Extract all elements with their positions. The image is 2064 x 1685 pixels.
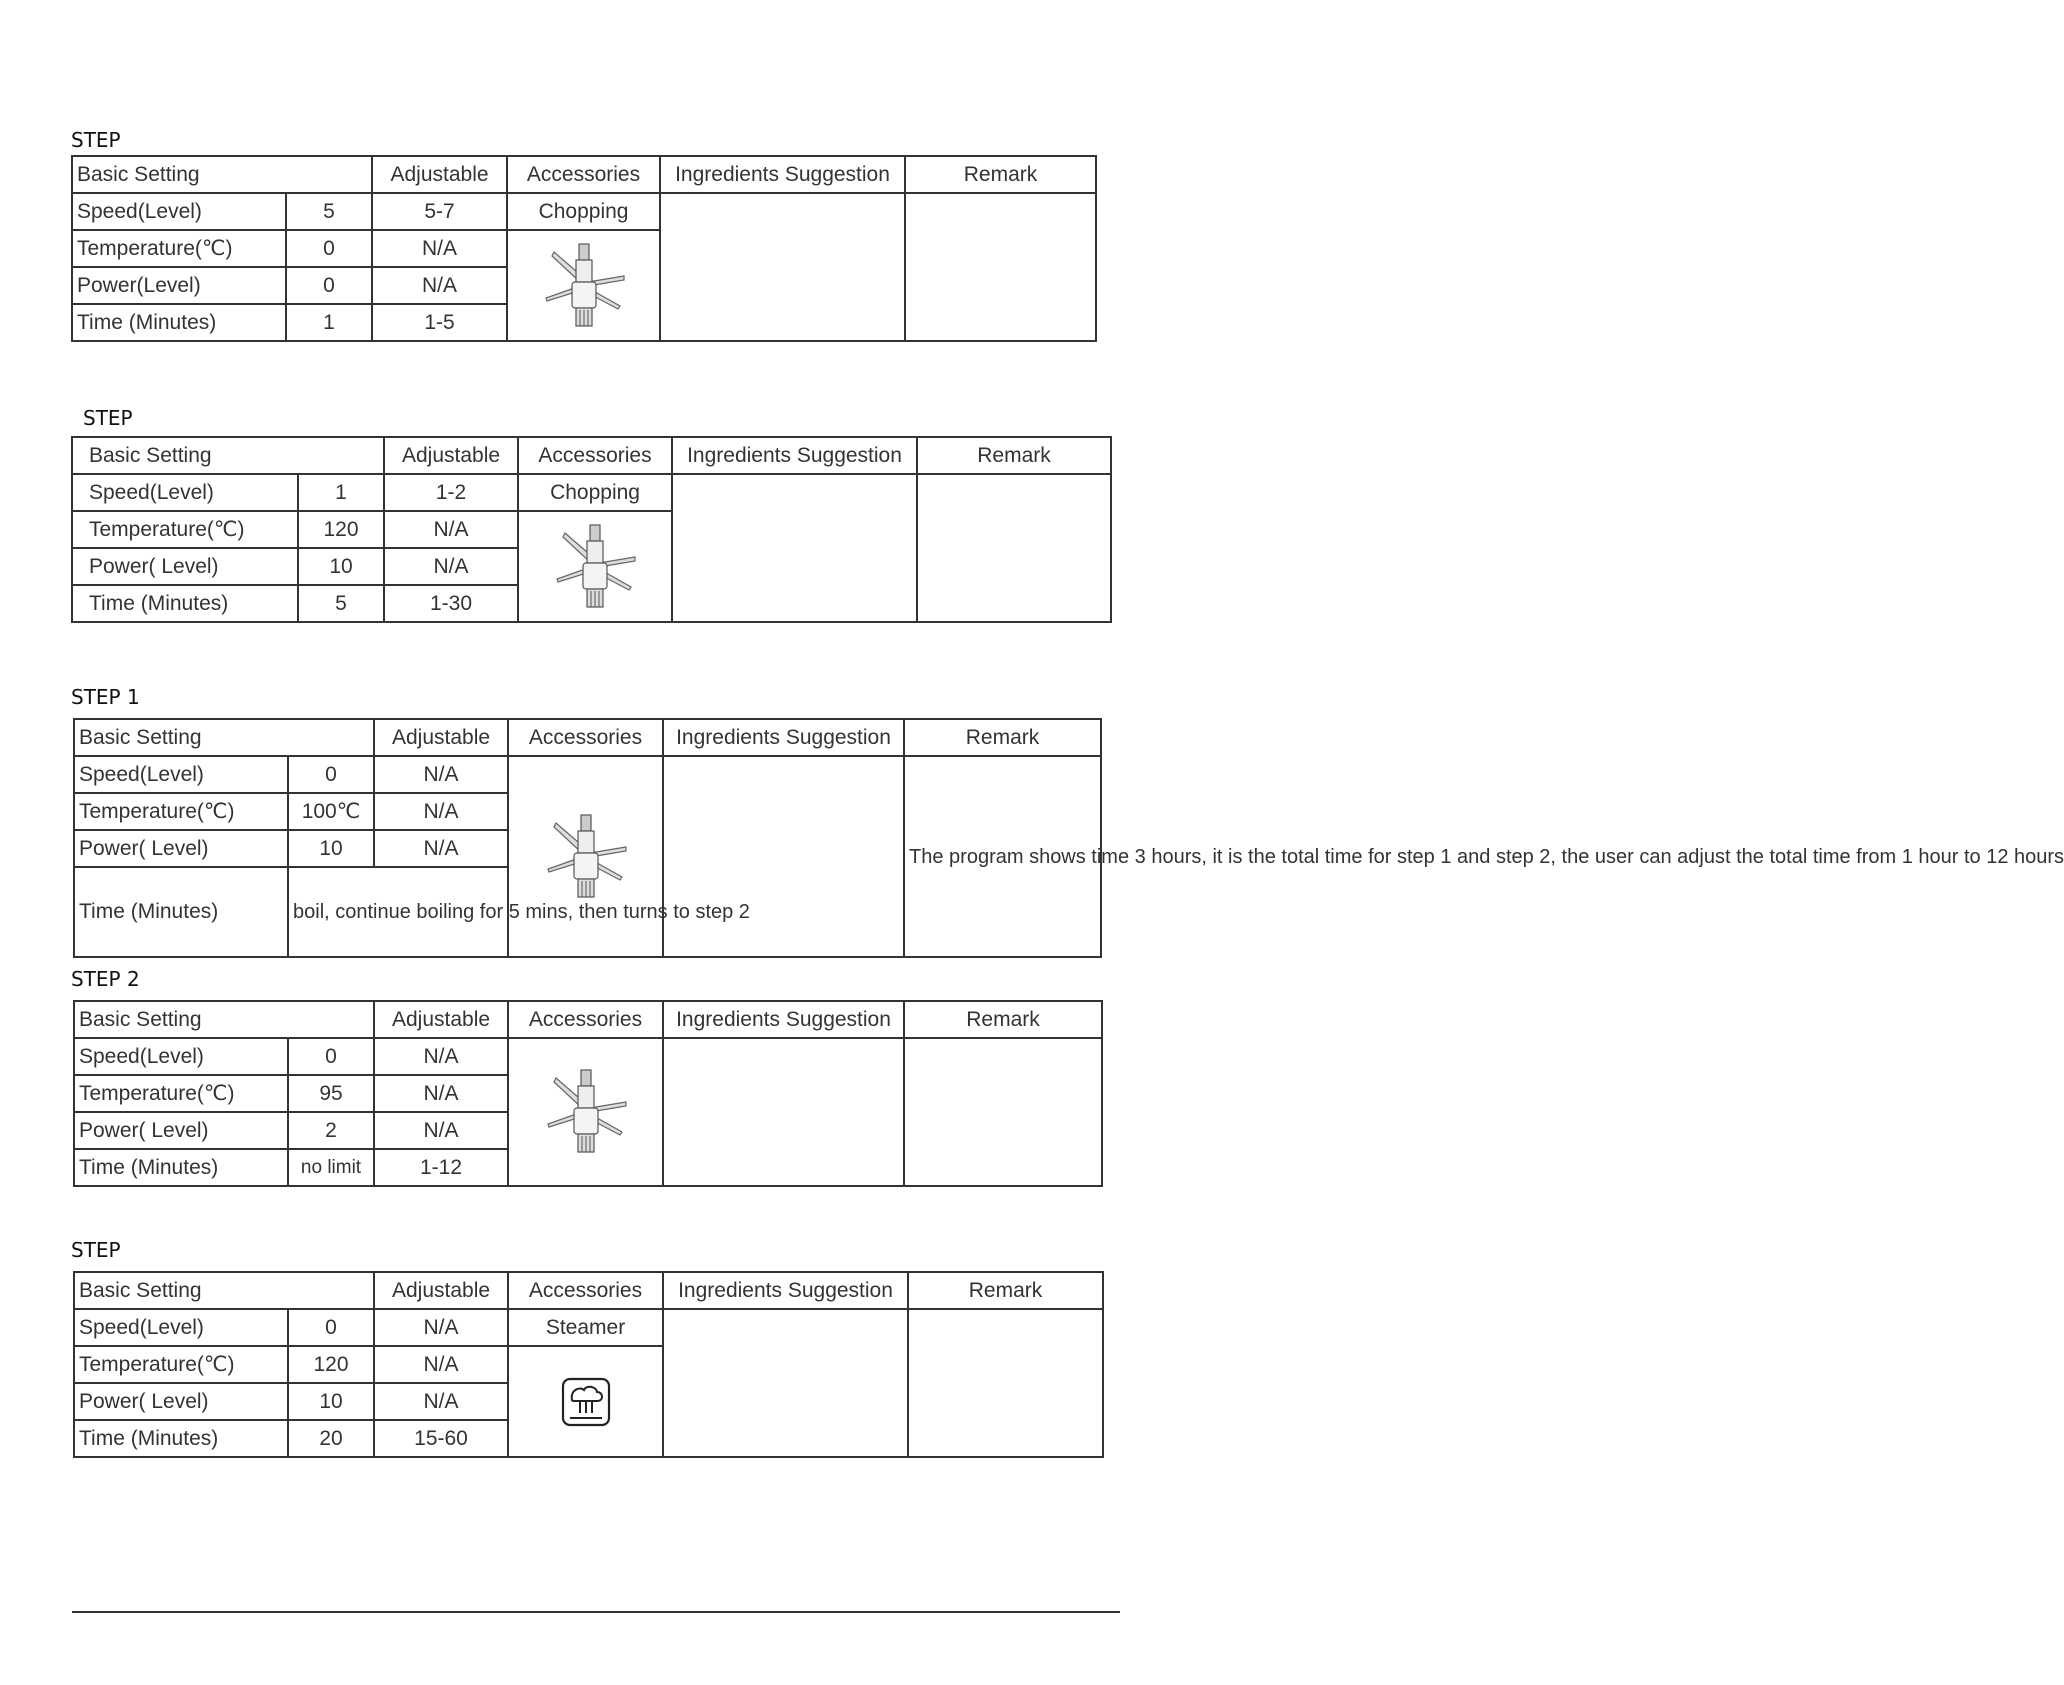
accessory-image-cell — [508, 756, 663, 957]
setting-adjust: N/A — [374, 756, 508, 793]
setting-value: 1 — [298, 474, 384, 511]
accessories-header: Accessories — [507, 156, 660, 193]
setting-value: 120 — [298, 511, 384, 548]
setting-name: Time (Minutes) — [74, 1420, 288, 1457]
step-label: STEP 2 — [71, 967, 140, 991]
setting-adjust: N/A — [384, 548, 518, 585]
setting-value: 0 — [286, 267, 372, 304]
accessory-image-cell — [518, 511, 672, 622]
setting-name: Temperature(℃) — [74, 793, 288, 830]
setting-adjust: N/A — [374, 1112, 508, 1149]
remark-header: Remark — [905, 156, 1096, 193]
setting-adjust: N/A — [374, 1383, 508, 1420]
setting-value: 95 — [288, 1075, 374, 1112]
accessories-header: Accessories — [508, 1272, 663, 1309]
setting-name: Speed(Level) — [72, 474, 298, 511]
basic-setting-header: Basic Setting — [72, 437, 384, 474]
setting-value: no limit — [288, 1149, 374, 1186]
setting-value: 5 — [298, 585, 384, 622]
accessory-image-cell — [507, 230, 660, 341]
accessories-header: Accessories — [518, 437, 672, 474]
step-label: STEP — [71, 128, 121, 152]
chopping-blade-icon — [547, 519, 643, 615]
setting-adjust: 1-12 — [374, 1149, 508, 1186]
setting-name: Time (Minutes) — [74, 867, 288, 957]
setting-value: 120 — [288, 1346, 374, 1383]
setting-adjust: N/A — [384, 511, 518, 548]
chopping-blade-icon — [538, 1064, 634, 1160]
footer-divider — [72, 1611, 1120, 1613]
adjustable-header: Adjustable — [374, 1001, 508, 1038]
adjustable-header: Adjustable — [374, 1272, 508, 1309]
setting-adjust: N/A — [374, 793, 508, 830]
setting-value: 20 — [288, 1420, 374, 1457]
remark-header: Remark — [904, 1001, 1102, 1038]
step-table — [73, 1271, 1104, 1458]
remark-cell — [905, 193, 1096, 341]
setting-adjust: 1-5 — [372, 304, 507, 341]
ingredients-header: Ingredients Suggestion — [663, 1272, 908, 1309]
accessory-name: Steamer — [508, 1309, 663, 1346]
setting-value: 10 — [288, 1383, 374, 1420]
setting-name: Speed(Level) — [74, 1309, 288, 1346]
setting-name: Speed(Level) — [74, 756, 288, 793]
setting-adjust: 1-2 — [384, 474, 518, 511]
setting-name: Power(Level) — [72, 267, 286, 304]
chopping-blade-icon — [536, 238, 632, 334]
setting-value: 0 — [288, 1038, 374, 1075]
setting-name: Temperature(℃) — [72, 230, 286, 267]
accessory-name: Chopping — [518, 474, 672, 511]
remark-cell — [917, 474, 1111, 622]
setting-value: 0 — [288, 756, 374, 793]
accessory-name: Chopping — [507, 193, 660, 230]
adjustable-header: Adjustable — [374, 719, 508, 756]
setting-adjust: 1-30 — [384, 585, 518, 622]
ingredients-cell — [663, 756, 904, 957]
adjustable-header: Adjustable — [372, 156, 507, 193]
remark-header: Remark — [908, 1272, 1103, 1309]
setting-adjust: N/A — [374, 830, 508, 867]
time-note: boil, continue boiling for 5 mins, then turns to step 2 — [288, 867, 508, 957]
setting-name: Power( Level) — [74, 830, 288, 867]
setting-value: 5 — [286, 193, 372, 230]
setting-name: Time (Minutes) — [72, 585, 298, 622]
ingredients-cell — [672, 474, 917, 622]
remark-cell — [904, 1038, 1102, 1186]
setting-name: Time (Minutes) — [74, 1149, 288, 1186]
setting-value: 1 — [286, 304, 372, 341]
setting-adjust: 5-7 — [372, 193, 507, 230]
step-label: STEP — [71, 1238, 121, 1262]
accessories-header: Accessories — [508, 1001, 663, 1038]
ingredients-header: Ingredients Suggestion — [663, 1001, 904, 1038]
setting-adjust: N/A — [372, 230, 507, 267]
accessory-image-cell — [508, 1038, 663, 1186]
ingredients-cell — [663, 1309, 908, 1457]
setting-adjust: N/A — [374, 1038, 508, 1075]
step-label: STEP — [83, 406, 133, 430]
basic-setting-header: Basic Setting — [74, 1272, 374, 1309]
setting-value: 0 — [288, 1309, 374, 1346]
setting-adjust: N/A — [372, 267, 507, 304]
remark-cell — [908, 1309, 1103, 1457]
ingredients-cell — [663, 1038, 904, 1186]
setting-name: Speed(Level) — [72, 193, 286, 230]
setting-name: Temperature(℃) — [74, 1075, 288, 1112]
accessories-header: Accessories — [508, 719, 663, 756]
setting-value: 100℃ — [288, 793, 374, 830]
setting-adjust: N/A — [374, 1309, 508, 1346]
step-label: STEP 1 — [71, 685, 140, 709]
setting-adjust: N/A — [374, 1075, 508, 1112]
step-table — [71, 436, 1112, 623]
ingredients-cell — [660, 193, 905, 341]
setting-value: 10 — [298, 548, 384, 585]
step-table — [71, 155, 1097, 342]
setting-adjust: 15-60 — [374, 1420, 508, 1457]
setting-name: Temperature(℃) — [74, 1346, 288, 1383]
chopping-blade-icon — [538, 809, 634, 905]
setting-name: Time (Minutes) — [72, 304, 286, 341]
basic-setting-header: Basic Setting — [74, 719, 374, 756]
setting-name: Temperature(℃) — [72, 511, 298, 548]
setting-name: Speed(Level) — [74, 1038, 288, 1075]
steamer-icon — [560, 1376, 612, 1428]
basic-setting-header: Basic Setting — [74, 1001, 374, 1038]
ingredients-header: Ingredients Suggestion — [663, 719, 904, 756]
ingredients-header: Ingredients Suggestion — [672, 437, 917, 474]
remark-header: Remark — [904, 719, 1101, 756]
remark-cell: The program shows time 3 hours, it is the total time for step 1 and step 2, the user can adjust the total time from 1 hour to 12 hours — [904, 756, 1101, 957]
step-table — [73, 718, 2064, 958]
setting-value: 2 — [288, 1112, 374, 1149]
setting-name: Power( Level) — [74, 1383, 288, 1420]
remark-header: Remark — [917, 437, 1111, 474]
setting-name: Power( Level) — [72, 548, 298, 585]
setting-adjust: N/A — [374, 1346, 508, 1383]
basic-setting-header: Basic Setting — [72, 156, 372, 193]
setting-value: 10 — [288, 830, 374, 867]
ingredients-header: Ingredients Suggestion — [660, 156, 905, 193]
setting-name: Power( Level) — [74, 1112, 288, 1149]
accessory-image-cell — [508, 1346, 663, 1457]
step-table — [73, 1000, 1103, 1187]
setting-value: 0 — [286, 230, 372, 267]
adjustable-header: Adjustable — [384, 437, 518, 474]
